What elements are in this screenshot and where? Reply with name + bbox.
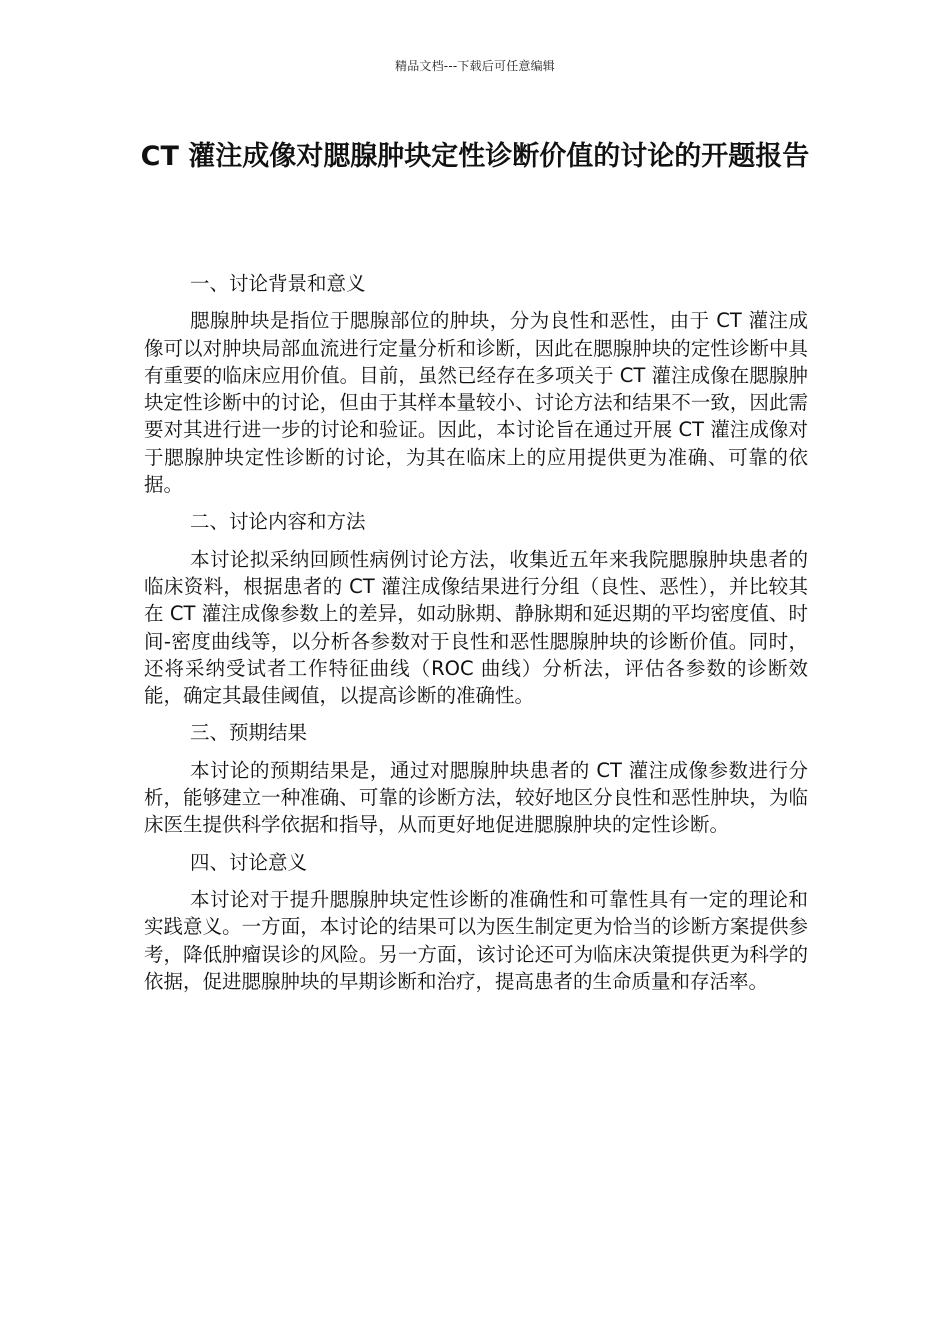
document-body <box>144 270 808 1005</box>
section-heading-background: 一、讨论背景和意义 <box>190 272 366 295</box>
section-paragraph-significance: 本讨论对于提升腮腺肿块定性诊断的准确性和可靠性具有一定的理论和实践意义。一方面，本讨论的结果可以为医生制定更为恰当的诊断方案提供参考，降低肿瘤误诊的风险。另一方面，该讨论还可为临床决策提供更为科学的依据，促进腮腺肿块的早期诊断和治疗，提高患者的生命质量和存活率。 <box>144 887 808 993</box>
header-note: 精品文档---下载后可任意编辑 <box>395 59 555 73</box>
section-paragraph-background: 腮腺肿块是指位于腮腺部位的肿块，分为良性和恶性，由于 CT 灌注成像可以对肿块局部血流进行定量分析和诊断，因此在腮腺肿块的定性诊断中具有重要的临床应用价值。目前，虽然已经存在多项关于 CT 灌注成像在腮腺肿块定性诊断中的讨论，但由于其样本量较小、讨论方法和结果不一致，因此需要对其进行进一步的讨论和验证。因此，本讨论旨在通过开展 CT 灌注成像对于腮腺肿块定性诊断的讨论，为其在临床上的应用提供更为准确、可靠的依据。 <box>144 309 808 497</box>
section-heading-significance: 四、讨论意义 <box>190 850 308 874</box>
section-paragraph-content-method: 本讨论拟采纳回顾性病例讨论方法，收集近五年来我院腮腺肿块患者的临床资料，根据患者的 CT 灌注成像结果进行分组（良性、恶性），并比较其在 CT 灌注成像参数上的差异，如动脉期、静脉期和延迟期的平均密度值、时间-密度曲线等，以分析各参数对于良性和恶性腮腺肿块的诊断价值。同时，还将采纳受试者工作特征曲线（ROC 曲线）分析法，评估各参数的诊断效能，确定其最佳阈值，以提高诊断的准确性。 <box>144 547 808 708</box>
section-heading-expected-results: 三、预期结果 <box>190 721 308 745</box>
document-title: CT 灌注成像对腮腺肿块定性诊断价值的讨论的开题报告 <box>140 141 810 172</box>
section-paragraph-expected-results: 本讨论的预期结果是，通过对腮腺肿块患者的 CT 灌注成像参数进行分析，能够建立一种准确、可靠的诊断方法，较好地区分良性和恶性肿块，为临床医生提供科学依据和指导，从而更好地促进腮腺肿块的定性诊断。 <box>144 758 808 837</box>
section-heading-content-method: 二、讨论内容和方法 <box>190 510 366 534</box>
